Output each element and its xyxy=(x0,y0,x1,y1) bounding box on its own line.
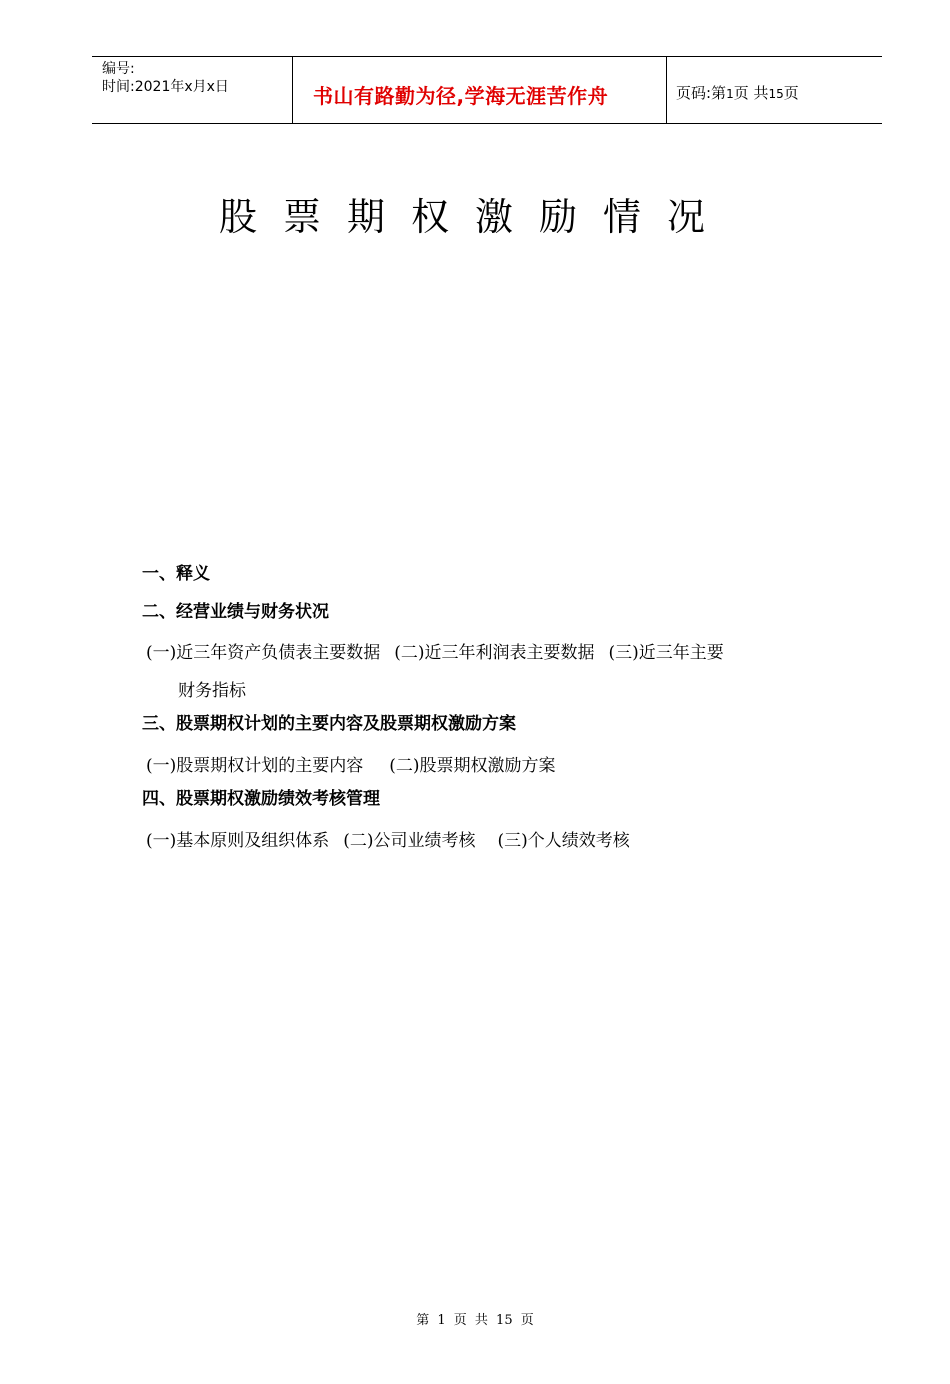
page-total: 15 xyxy=(768,87,784,101)
toc-section-3: 三、股票期权计划的主要内容及股票期权激励方案 xyxy=(142,714,516,734)
toc-subitem: (三)近三年主要 xyxy=(608,643,724,663)
page-footer: 第 1 页 共 15 页 xyxy=(416,1313,534,1328)
toc-section-2-subitems xyxy=(146,635,842,673)
table-of-contents xyxy=(142,560,842,860)
document-title: 股票期权激励情况 xyxy=(218,195,731,239)
toc-subitem: (一)基本原则及组织体系 xyxy=(146,830,330,851)
toc-subitem: (一)股票期权计划的主要内容 xyxy=(146,755,364,776)
page-header xyxy=(92,56,882,124)
header-page-info xyxy=(676,82,799,103)
toc-subitem: (二)股票期权激励方案 xyxy=(389,755,556,776)
header-motto: 书山有路勤为径,学海无涯苦作舟 xyxy=(313,84,609,108)
toc-section-1: 一、释义 xyxy=(142,564,210,584)
page-suffix: 页 xyxy=(783,84,799,102)
toc-section-2-subitem-continued: 财务指标 xyxy=(178,680,246,701)
header-meta-cell xyxy=(92,57,293,123)
toc-subitem: (二)近三年利润表主要数据 xyxy=(394,643,595,663)
page-current: 1 xyxy=(726,87,734,101)
toc-subitem: (三)个人绩效考核 xyxy=(497,830,630,851)
toc-section-4-subitems xyxy=(146,823,842,861)
toc-section-3-subitems xyxy=(146,748,842,786)
toc-subitem: (一)近三年资产负债表主要数据 xyxy=(146,643,381,663)
toc-section-2: 二、经营业绩与财务状况 xyxy=(142,601,329,622)
doc-number-label: 编号: xyxy=(102,61,135,77)
header-page-cell xyxy=(667,57,882,123)
doc-time-label: 时间:2021年x月x日 xyxy=(102,79,229,95)
page-prefix: 页码:第 xyxy=(676,84,727,102)
page-mid: 页 共 xyxy=(733,84,769,102)
toc-subitem: (二)公司业绩考核 xyxy=(343,830,476,851)
header-motto-cell xyxy=(293,57,667,123)
toc-section-4: 四、股票期权激励绩效考核管理 xyxy=(142,789,380,809)
